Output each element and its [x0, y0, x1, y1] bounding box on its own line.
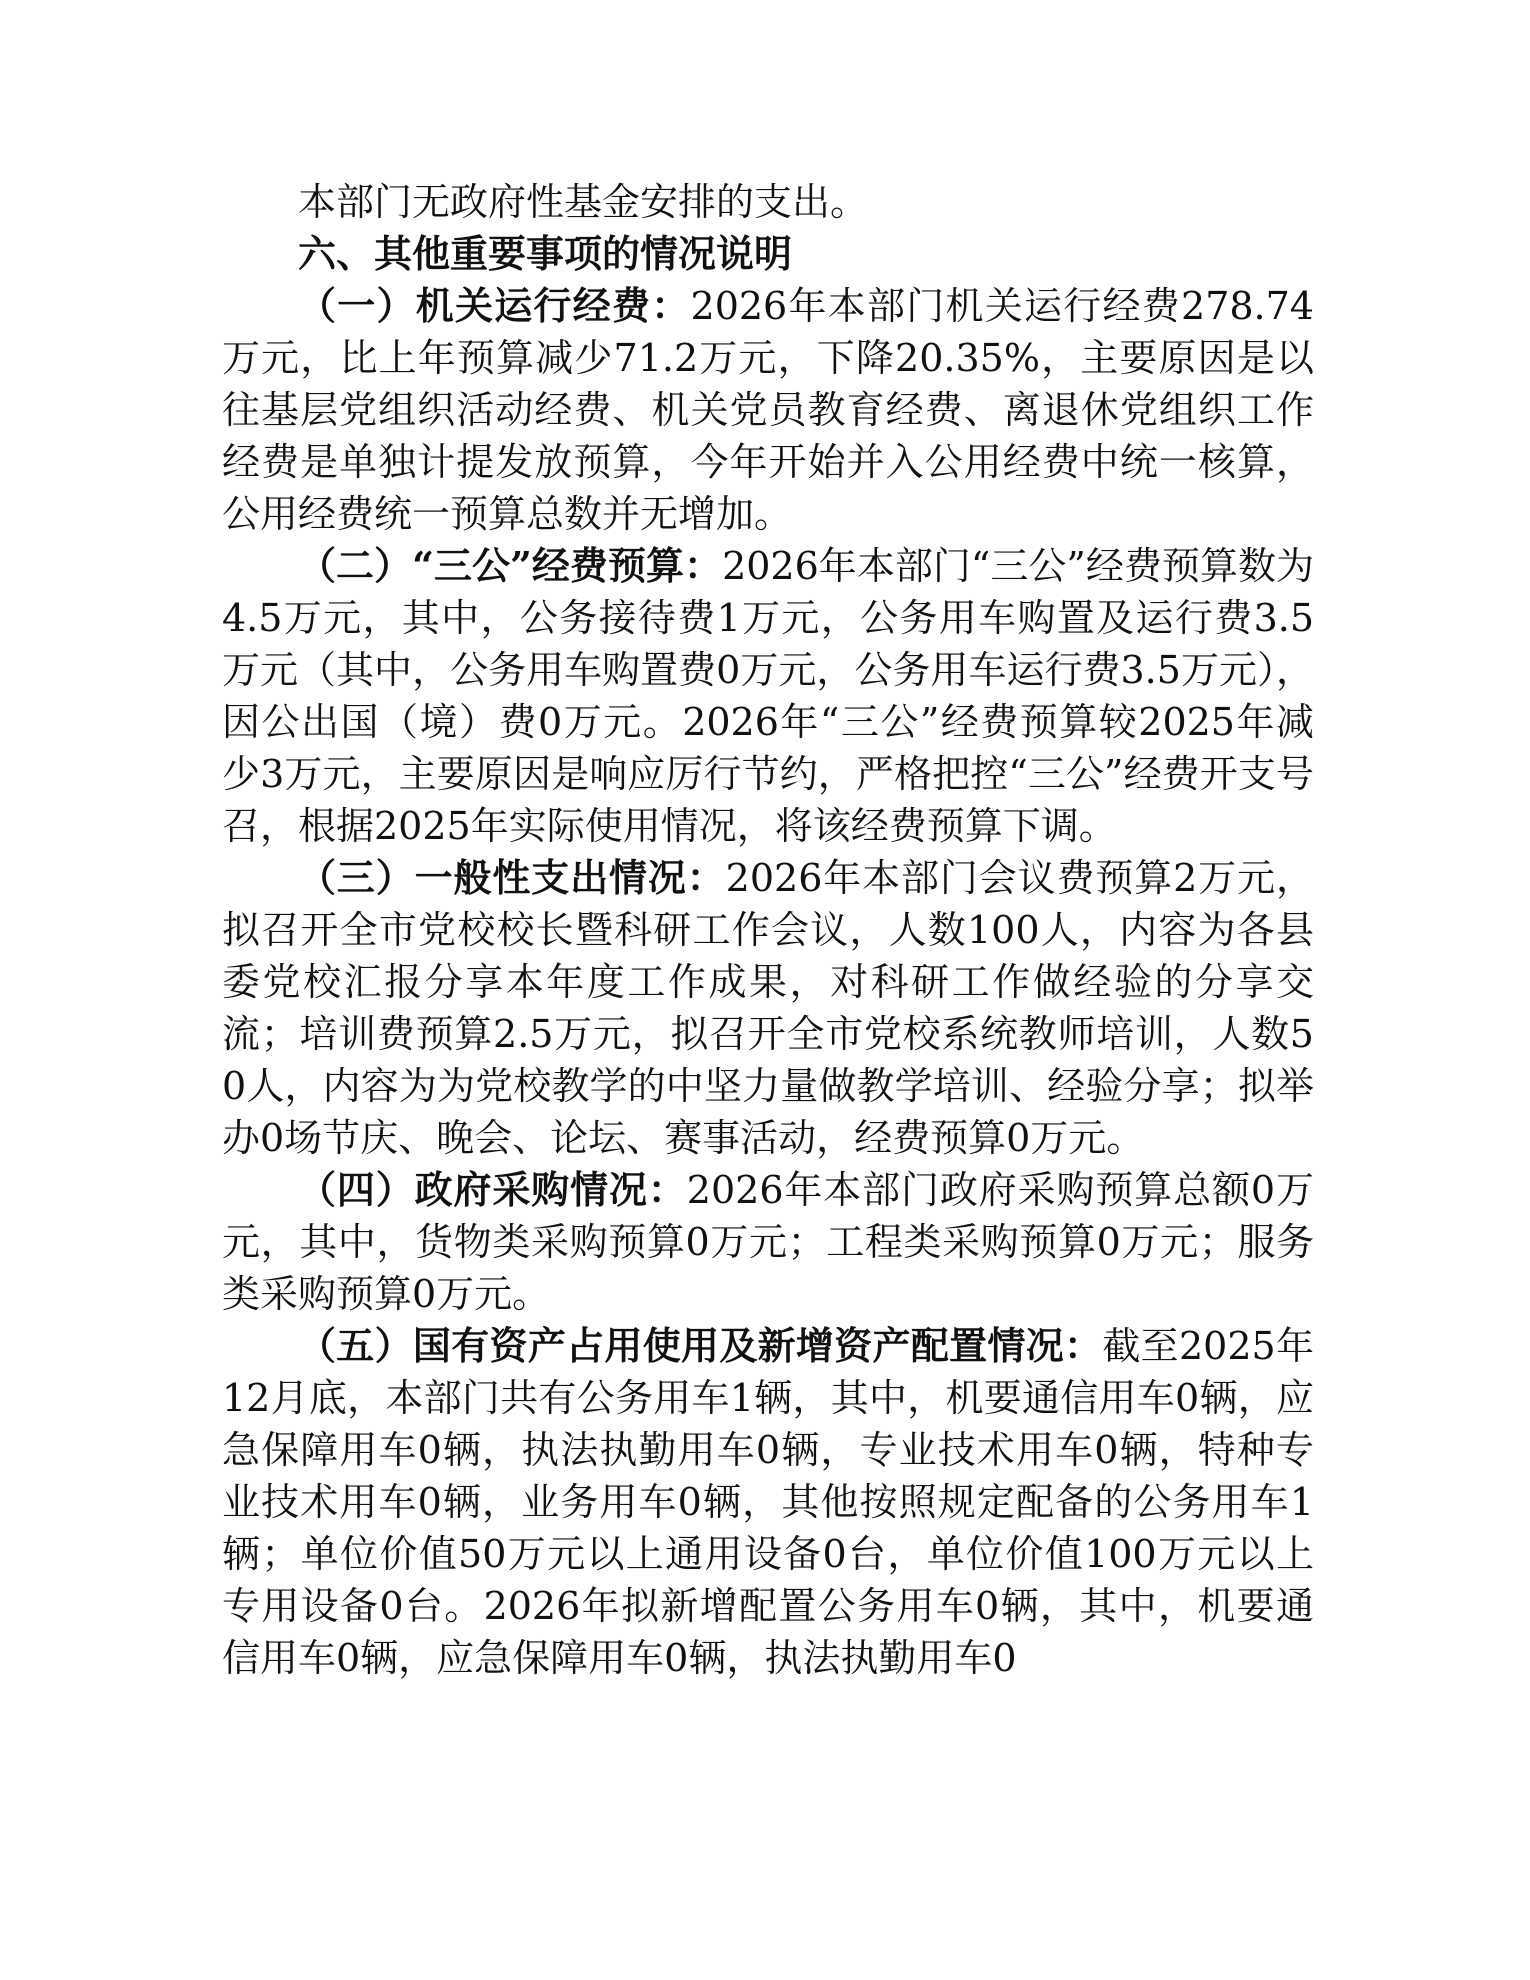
paragraph-no-fund: 本部门无政府性基金安排的支出。 [298, 180, 869, 224]
paragraph-state-assets [222, 1320, 1314, 1684]
paragraph-three-public-expenses [222, 540, 1314, 852]
body-government-procurement: 2026年本部门政府采购预算总额0万元，其中，货物类采购预算0万元；工程类采购预算0万元；服务类采购预算0万元。 [222, 1168, 1314, 1316]
body-three-public-expenses: 2026年本部门“三公”经费预算数为4.5万元，其中，公务接待费1万元，公务用车购置及运行费3.5万元（其中，公务用车购置费0万元，公务用车运行费3.5万元），因公出国（境）费0万元。2026年“三公”经费预算较2025年减少3万元，主要原因是响应厉行节约，严格把控“三公”经费开支号召，根据2025年实际使用情况，将该经费预算下调。 [222, 544, 1315, 848]
subheading-operating-expenses: （一）机关运行经费： [298, 283, 691, 328]
subheading-three-public-expenses: （二）“三公”经费预算： [298, 543, 723, 588]
subheading-state-assets: （五）国有资产占用使用及新增资产配置情况： [298, 1323, 1103, 1368]
subheading-government-procurement: （四）政府采购情况： [298, 1167, 687, 1212]
document-page [222, 176, 1314, 1684]
paragraph-operating-expenses [222, 280, 1314, 540]
paragraph-general-expenditure [222, 852, 1314, 1164]
body-general-expenditure: 2026年本部门会议费预算2万元，拟召开全市党校校长暨科研工作会议，人数100人，内容为各县委党校汇报分享本年度工作成果，对科研工作做经验的分享交流；培训费预算2.5万元，拟召开全市党校系统教师培训，人数50人，内容为为党校教学的中坚力量做教学培训、经验分享；拟举办0场节庆、晚会、论坛、赛事活动，经费预算0万元。 [222, 856, 1314, 1160]
subheading-general-expenditure: （三）一般性支出情况： [298, 855, 726, 900]
body-operating-expenses: 2026年本部门机关运行经费278.74万元，比上年预算减少71.2万元，下降20.35%，主要原因是以往基层党组织活动经费、机关党员教育经费、离退休党组织工作经费是单独计提发放预算，今年开始并入公用经费中统一核算，公用经费统一预算总数并无增加。 [222, 284, 1314, 536]
section-heading-6: 六、其他重要事项的情况说明 [298, 231, 793, 276]
body-state-assets: 截至2025年12月底，本部门共有公务用车1辆，其中，机要通信用车0辆，应急保障用车0辆，执法执勤用车0辆，专业技术用车0辆，特种专业技术用车0辆，业务用车0辆，其他按照规定配备的公务用车1辆；单位价值50万元以上通用设备0台，单位价值100万元以上专用设备0台。2026年拟新增配置公务用车0辆，其中，机要通信用车0辆，应急保障用车0辆，执法执勤用车0 [222, 1324, 1314, 1680]
paragraph-government-procurement [222, 1164, 1314, 1320]
